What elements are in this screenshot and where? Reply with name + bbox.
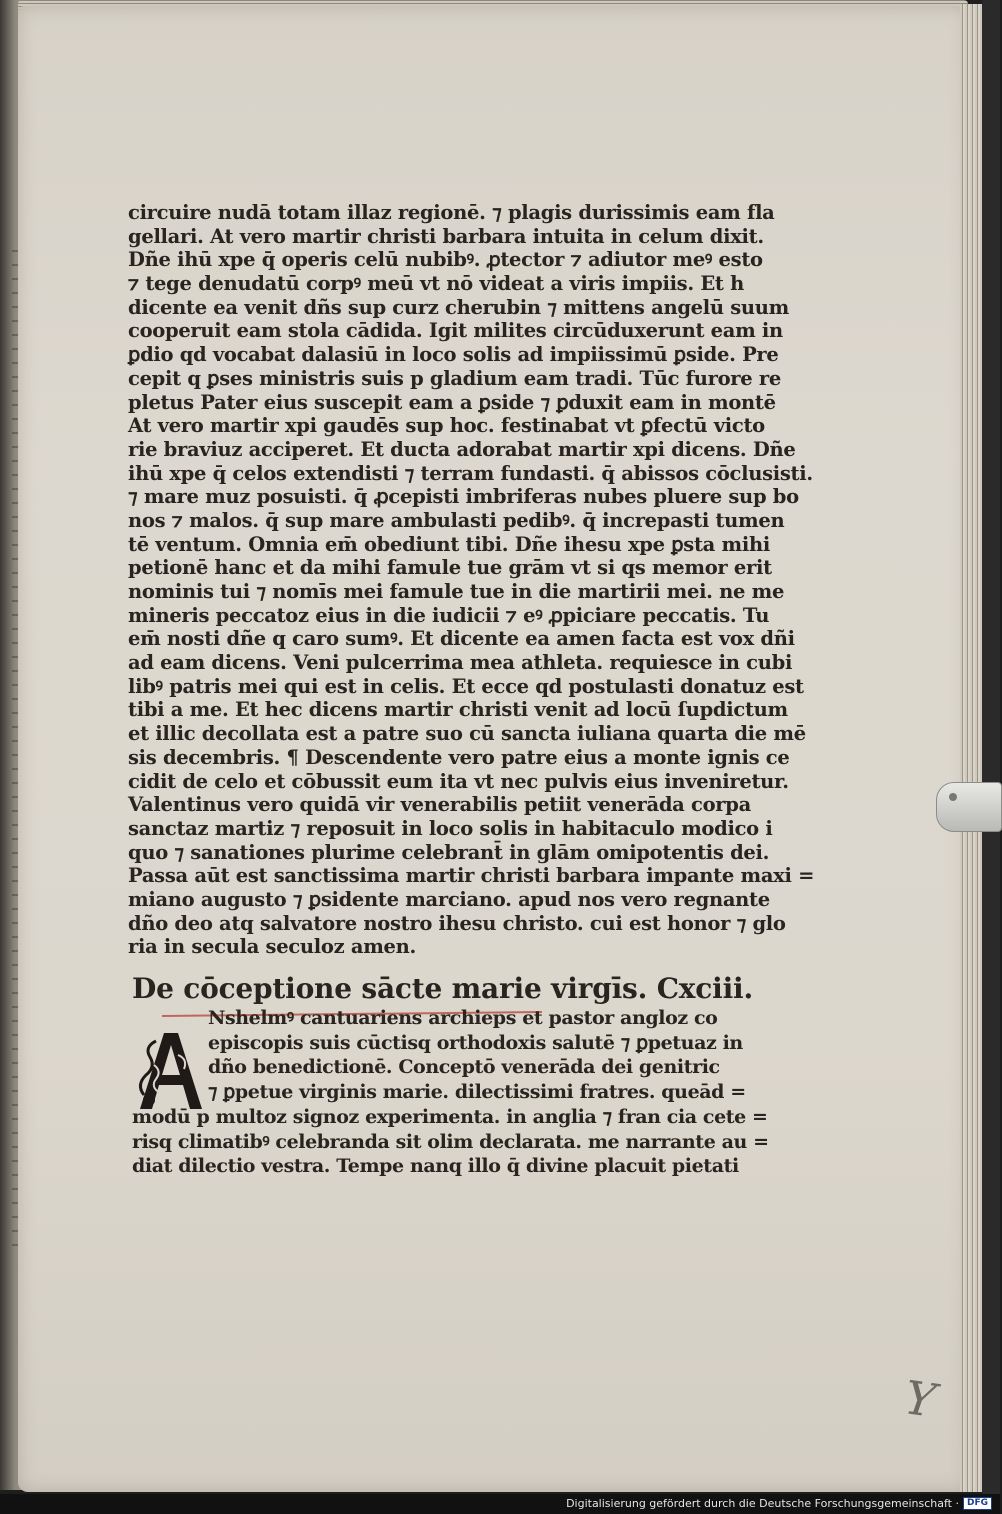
text-line: petionē hanc et da mihi famule tue grām vt si qs memor erit <box>128 556 772 580</box>
text-line: dicente ea venit dñs sup curz cherubin ⁊ mittens angelū suum <box>128 295 789 319</box>
initial-letter-icon <box>134 1025 208 1115</box>
text-line: nominis tui ⁊ nomīs mei famule tue in die martirii mei. ne me <box>128 580 785 603</box>
text-line: circuire nudā totam illaz regionē. ⁊ plagis durissimis eam fla <box>128 201 775 224</box>
text-line: ria in secula seculoz amen. <box>128 935 416 959</box>
text-line: rie braviuz acciperet. Et ducta adorabat martir xpi dicens. Dñe <box>128 437 796 461</box>
text-line: gellari. At vero martir christi barbara intuita in celum dixit. <box>128 224 764 248</box>
text-line: libꝰ patris mei qui est in celis. Et ecce qd postulasti donatuz est <box>128 674 804 698</box>
text-line: ⁊ tege denudatū corpꝰ meū vt nō videat a viris impiis. Et h <box>128 272 744 296</box>
decorated-initial <box>134 1025 208 1115</box>
text-line: modū p multoz signoz experimenta. in anglia ⁊ fran cia cete = <box>132 1106 768 1128</box>
text-line: em̄ nosti dñe q caro sumꝰ. Et dicente ea amen facta est vox dñi <box>128 627 795 651</box>
text-line: ⁊ ꝑpetue virginis marie. dilectissimi fratres. queād = <box>208 1080 746 1103</box>
text-line: ⁊ mare muz posuisti. q̄ ꝓcepisti imbriferas nubes pluere sup bo <box>128 485 799 509</box>
text-line: ꝑdio qd vocabat dalasiū in loco solis ad impiissimū ꝑside. Pre <box>128 343 779 367</box>
text-line: Valentinus vero quidā vir venerabilis petiit venerāda corpa <box>128 793 751 817</box>
text-line: diat dilectio vestra. Tempe nanq illo q̄ divine placuit pietati <box>132 1155 739 1177</box>
chapter-number: Cxciii. <box>656 972 753 1005</box>
clip-tab <box>936 782 1002 832</box>
text-line: quo ⁊ sanationes plurime celebrant̄ in glām omipotentis dei. <box>128 840 770 864</box>
text-line: sis decembris. ¶ Descendente vero patre eius a monte ignis ce <box>128 745 790 769</box>
text-line: Passa aūt est sanctissima martir christi barbara impante maxi = <box>128 864 815 888</box>
text-line: cidit de celo et cōbussit eum ita vt nec pulvis eius inveniretur. <box>128 769 789 793</box>
text-line: dño benedictionē. Conceptō venerāda dei genitric <box>208 1056 720 1078</box>
page-fore-edge <box>960 4 982 1492</box>
text-line: episcopis suis cūctisq orthodoxis salutē ⁊ ꝑpetuaz in <box>208 1031 743 1054</box>
text-line: ihū xpe q̄ celos extendisti ⁊ terram fundasti. q̄ abissos cōclusisti. <box>128 461 813 485</box>
text-line: At vero martir xpi gaudēs sup hoc. festinabat vt ꝑfectū victo <box>128 414 765 438</box>
main-text-block <box>128 201 815 959</box>
text-line: dño deo atq salvatore nostro ihesu christo. cui est honor ⁊ glo <box>128 911 786 935</box>
text-line: pletus Pater eius suscepit eam a ꝑside ⁊ ꝑduxit eam in montē <box>128 390 776 414</box>
svg-text:A: A <box>171 1083 172 1084</box>
text-line: ad eam dicens. Veni pulcerrima mea athleta. requiesce in cubi <box>128 651 793 675</box>
text-line: mineris peccatoz eius in die iudicii ⁊ eꝰ ꝓpiciare peccatis. Tu <box>128 603 770 627</box>
chapter-title: De cōceptione sācte marie virgīs. <box>132 972 648 1005</box>
text-line: et illic decollata est a patre suo cū sancta iuliana quarta die mē <box>128 722 806 746</box>
chapter-heading <box>132 972 753 1005</box>
text-line: Nshelmꝰ cantuariens archieps et pastor angloz co <box>208 1007 718 1029</box>
text-line: Dñe ihū xpe q̄ operis celū nubibꝰ. ꝓtector ⁊ adiutor meꝰ esto <box>128 248 763 272</box>
text-line: miano augusto ⁊ ꝑsidente marciano. apud nos vero regnante <box>128 887 770 911</box>
digitization-credit <box>566 1497 992 1510</box>
text-line: cooperuit eam stola cādida. Igit milites circūduxerunt eam in <box>128 319 783 343</box>
dfg-logo-icon: DFG <box>963 1497 992 1510</box>
text-line: tibi a me. Et hec dicens martir christi venit ad locū ſupdictum <box>128 698 788 722</box>
text-line: nos ⁊ malos. q̄ sup mare ambulasti pedibꝰ. q̄ increpasti tumen <box>128 508 785 532</box>
text-line: cepit q ꝑses ministris suis p gladium eam tradi. Tūc furore re <box>128 366 781 390</box>
beside-initial-text <box>208 1006 746 1104</box>
credit-text: Digitalisierung gefördert durch die Deutsche Forschungsgemeinschaft · <box>566 1497 959 1510</box>
tail-text <box>132 1105 769 1179</box>
text-line: sanctaz martiz ⁊ reposuit in loco solis in habitaculo modico i <box>128 816 773 840</box>
text-line: risq climatibꝰ celebranda sit olim declarata. me narrante au = <box>132 1130 769 1153</box>
handwritten-mark: Y <box>901 1370 939 1428</box>
text-line: tē ventum. Omnia em̄ obediunt tibi. Dñe ihesu xpe ꝑsta mihi <box>128 532 770 556</box>
